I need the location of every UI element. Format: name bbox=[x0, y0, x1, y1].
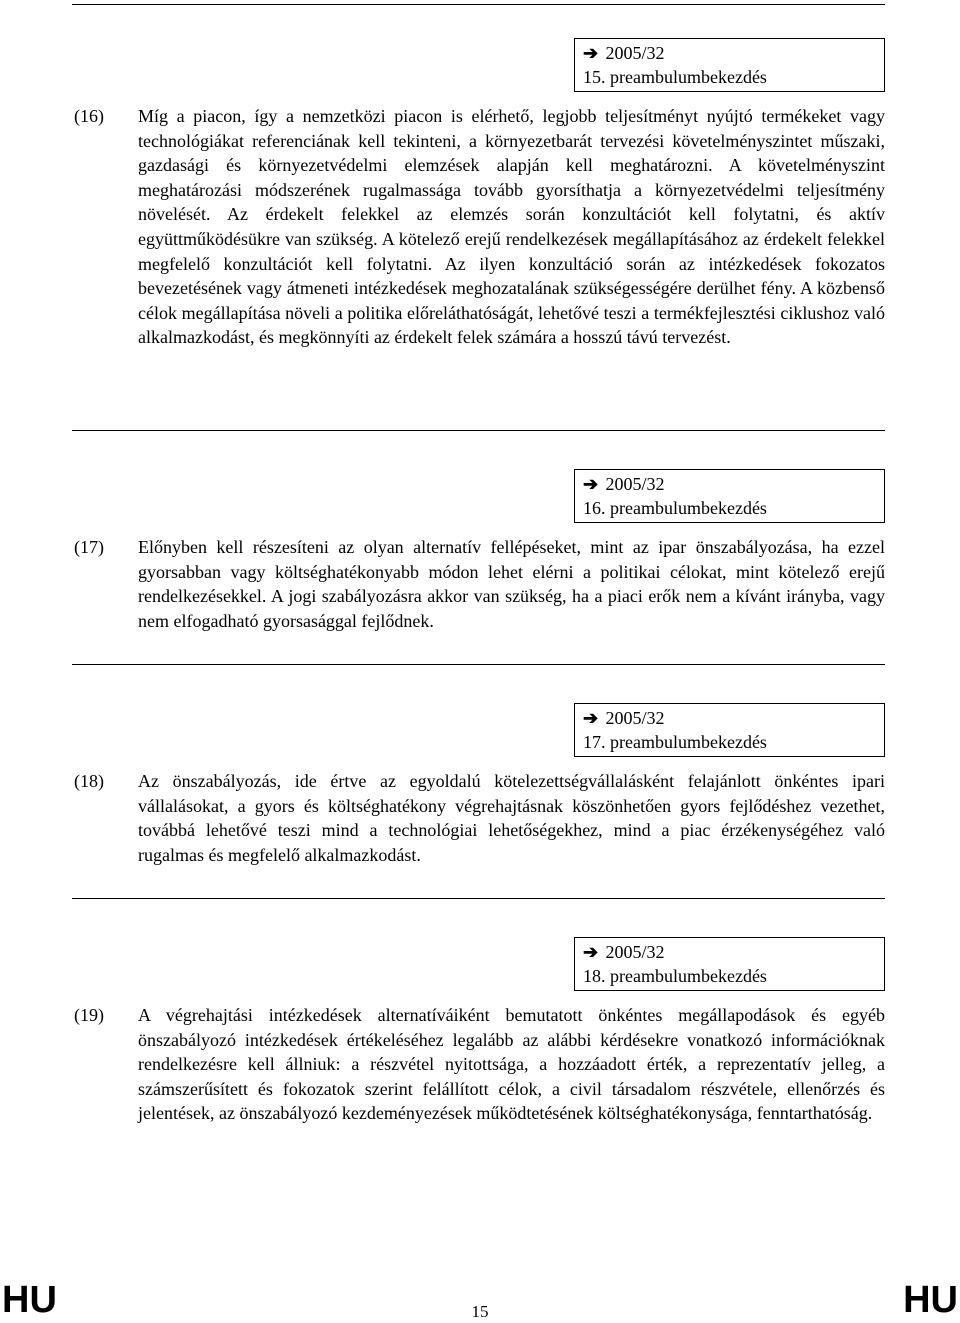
paragraph-19 bbox=[72, 1003, 885, 1183]
paragraph-16 bbox=[72, 104, 885, 404]
reference-section: 17. preambulumbekezdés bbox=[583, 732, 767, 752]
paragraph-number: (17) bbox=[74, 537, 104, 557]
reference-code: 2005/32 bbox=[605, 474, 665, 494]
reference-code: 2005/32 bbox=[605, 43, 665, 63]
separator-rule-1 bbox=[72, 430, 885, 431]
footer-language-left: HU bbox=[2, 1279, 57, 1321]
paragraph-number: (19) bbox=[74, 1005, 104, 1025]
reference-section: 15. preambulumbekezdés bbox=[583, 67, 767, 87]
reference-box-3 bbox=[574, 703, 885, 757]
paragraph-text: Az önszabályozás, ide értve az egyoldalú kötelezettségvállalásként felajánlott önkéntes ipari vállalásokat, a gyors és költséghatékony végrehajtásnak köszönhetően gyors fejlődéshez vezethet, továbbá lehetővé teszi mind a technológiai lehetőségekhez, mind a piac érzékenységéhez való rugalmas és megfelelő alkalmazkodást. bbox=[138, 771, 885, 865]
reference-code: 2005/32 bbox=[605, 708, 665, 728]
paragraph-18 bbox=[72, 769, 885, 879]
arrow-icon: ➔ bbox=[583, 708, 599, 728]
top-rule bbox=[72, 4, 885, 5]
reference-box-4 bbox=[574, 937, 885, 991]
paragraph-text: Míg a piacon, így a nemzetközi piacon is elérhető, legjobb teljesítményt nyújtó termékeket vagy technológiákat referenciának kell tekinteni, a környezetbarát tervezési követelményszintet műszaki, gazdasági és környezetvédelmi elemzések alapján kell meghatározni. A követelményszint meghatározási módszerének rugalmassága tovább gyorsíthatja a környezetvédelmi teljesítmény növelését. Az érdekelt felekkel az elemzés során konzultációt kell folytatni, és aktív együttműködésükre van szükség. A kötelező erejű rendelkezések megállapításához az érdekelt felekkel megfelelő konzultációt kell folytatni. Az ilyen konzultáció során az intézkedések fokozatos bevezetésének vagy átmeneti intézkedések meghozatalának szükségességére derülhet fény. A közbenső célok megállapítása növeli a politika előreláthatóságát, lehetővé teszi a termékfejlesztési ciklushoz való alkalmazkodást, és megkönnyíti az érdekelt felek számára a hosszú távú tervezést. bbox=[138, 106, 885, 348]
paragraph-text: A végrehajtási intézkedések alternatíváiként bemutatott önkéntes megállapodások és egyéb önszabályozó intézkedések értékeléséhez legalább az alábbi kérdésekre vonatkozó információknak rendelkezésre kell állniuk: a részvétel nyitottsága, a hozzáadott érték, a reprezentatív jelleg, a számszerűsített és fokozatok szerint felállított célok, a civil társadalom részvétele, ellenőrzés és jelentések, az önszabályozó kezdeményezések működtetésének költséghatékonysága, fenntarthatóság. bbox=[138, 1005, 885, 1124]
reference-section: 16. preambulumbekezdés bbox=[583, 498, 767, 518]
arrow-icon: ➔ bbox=[583, 43, 599, 63]
reference-box-2 bbox=[574, 469, 885, 523]
paragraph-17 bbox=[72, 535, 885, 645]
page-number: 15 bbox=[471, 1302, 489, 1321]
arrow-icon: ➔ bbox=[583, 474, 599, 494]
paragraph-text: Előnyben kell részesíteni az olyan alternatív fellépéseket, mint az ipar önszabályozása, ha ezzel gyorsabban vagy költséghatékonyabb módon lehet elérni a politikai célokat, mint kötelező erejű rendelkezésekkel. A jogi szabályozásra akkor van szükség, ha a piaci erők nem a kívánt irányba, vagy nem elfogadható gyorsasággal fejlődnek. bbox=[138, 537, 885, 631]
reference-section: 18. preambulumbekezdés bbox=[583, 966, 767, 986]
paragraph-number: (18) bbox=[74, 771, 104, 791]
reference-box-1 bbox=[574, 38, 885, 92]
reference-code: 2005/32 bbox=[605, 942, 665, 962]
arrow-icon: ➔ bbox=[583, 942, 599, 962]
separator-rule-3 bbox=[72, 898, 885, 899]
footer-language-right: HU bbox=[903, 1279, 958, 1321]
separator-rule-2 bbox=[72, 664, 885, 665]
paragraph-number: (16) bbox=[74, 106, 104, 126]
